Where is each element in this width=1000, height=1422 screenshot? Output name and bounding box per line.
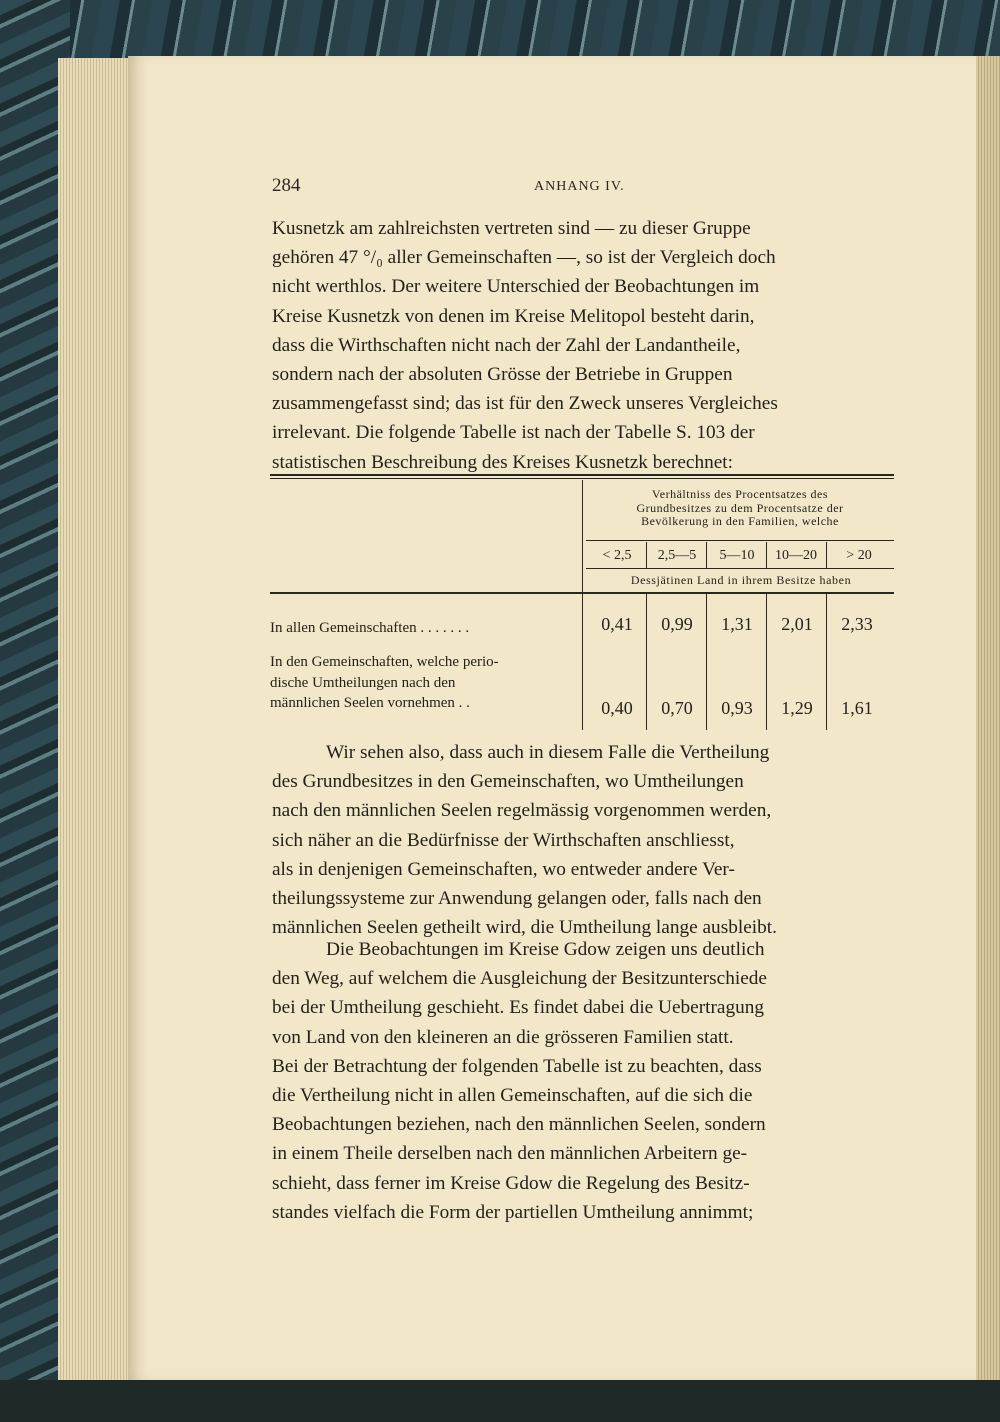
page-header	[272, 175, 884, 201]
text-line: Wir sehen also, dass auch in diesem Falle die Vertheilung	[326, 742, 770, 763]
column-divider	[706, 542, 707, 568]
unit-line: Dessjätinen Land in ihrem Besitze haben	[630, 573, 852, 587]
row-label-line: männlichen Seelen vornehmen . .	[270, 695, 470, 711]
row-label	[270, 652, 576, 714]
table-top-rule	[270, 474, 894, 476]
bottom-edge	[0, 1380, 1000, 1422]
column-header: 10—20	[775, 548, 817, 563]
text-line: bei der Umtheilung geschieht. Es findet dabei die Uebertragung	[272, 997, 765, 1019]
text-line: Kusnetzk am zahlreichsten vertreten sind — zu dieser Gruppe	[272, 218, 751, 239]
text-line: männlichen Seelen getheilt wird, die Umtheilung lange ausbleibt.	[272, 917, 777, 939]
text-line: schieht, dass ferner im Kreise Gdow die Regelung des Besitz-	[272, 1172, 750, 1194]
table-header-line: Grundbesitzes zu dem Procentsatze der	[636, 500, 844, 515]
header-rule	[586, 540, 894, 541]
text-line: Beobachtungen beziehen, nach den männlichen Seelen, sondern	[272, 1114, 766, 1136]
statistics-table	[270, 474, 894, 730]
table-divider	[582, 480, 583, 610]
table-cell: 0,40	[601, 698, 633, 718]
table-cell: 0,99	[661, 614, 693, 634]
column-header: > 20	[846, 548, 872, 563]
column-divider	[646, 542, 647, 568]
column-divider	[826, 594, 827, 730]
text-line: standes vielfach die Form der partiellen Umtheilung annimmt;	[272, 1201, 754, 1223]
column-divider	[826, 542, 827, 568]
text-line: dass die Wirthschaften nicht nach der Zahl der Landantheile,	[272, 334, 741, 356]
column-header: 5—10	[719, 548, 755, 563]
table-cell: 0,93	[721, 698, 753, 718]
column-divider	[706, 594, 707, 730]
column-header: 2,5—5	[657, 548, 697, 563]
text-line: des Grundbesitzes in den Gemeinschaften, wo Umtheilungen	[272, 771, 744, 793]
text-line: sich näher an die Bedürfnisse der Wirthschaften anschliesst,	[272, 829, 735, 851]
text-line: von Land von den kleineren an die grösseren Familien statt.	[272, 1026, 734, 1048]
page-number: 284	[272, 175, 301, 196]
text-line: nicht werthlos. Der weitere Unterschied der Beobachtungen im	[272, 276, 760, 298]
table-header-line: Verhältniss des Procentsatzes des	[651, 487, 829, 501]
text-line: gehören 47 °/₀ aller Gemeinschaften —, so ist der Vergleich doch	[272, 247, 776, 269]
table-cell: 1,61	[841, 698, 873, 718]
text-line: statistischen Beschreibung des Kreises Kusnetzk berechnet:	[272, 451, 734, 473]
table-cell: 2,01	[781, 614, 813, 634]
column-header: < 2,5	[602, 548, 632, 563]
text-line: irrelevant. Die folgende Tabelle ist nach der Tabelle S. 103 der	[272, 422, 755, 444]
text-line: Kreise Kusnetzk von denen im Kreise Melitopol besteht darin,	[272, 305, 755, 327]
text-line: theilungssysteme zur Anwendung gelangen oder, falls nach den	[272, 888, 762, 910]
label-divider	[582, 610, 583, 730]
table-cell: 2,33	[841, 614, 873, 634]
row-label-line: dische Umtheilungen nach den	[270, 674, 456, 691]
row-label: In allen Gemeinschaften . . . . . . .	[270, 620, 470, 636]
column-divider	[766, 594, 767, 730]
paragraph-2	[272, 738, 884, 942]
text-line: sondern nach der absoluten Grösse der Betriebe in Gruppen	[272, 364, 733, 386]
table-mid-rule	[270, 592, 894, 594]
text-line: nach den männlichen Seelen regelmässig vorgenommen werden,	[272, 800, 772, 822]
text-line: den Weg, auf welchem die Ausgleichung der Besitzunterschiede	[272, 968, 767, 990]
text-line: Die Beobachtungen im Kreise Gdow zeigen uns deutlich	[326, 939, 765, 960]
table-top-rule-thin	[270, 478, 894, 479]
page-edges-right	[976, 56, 1000, 1380]
text-line: als in denjenigen Gemeinschaften, wo entweder andere Ver-	[272, 858, 735, 880]
text-line: die Vertheilung nicht in allen Gemeinschaften, auf die sich die	[272, 1085, 753, 1107]
text-line: zusammengefasst sind; das ist für den Zweck unseres Vergleiches	[272, 393, 778, 415]
column-header-rule	[586, 568, 894, 569]
table-header-line: Bevölkerung in den Familien, welche	[641, 514, 839, 528]
table-cell: 1,29	[781, 698, 813, 718]
paragraph-3	[272, 935, 884, 1227]
page-edges-left	[58, 58, 138, 1380]
text-line: in einem Theile derselben nach den männlichen Arbeitern ge-	[272, 1143, 748, 1165]
paragraph-1	[272, 214, 884, 477]
column-divider	[646, 594, 647, 730]
book-cover-top	[0, 0, 1000, 62]
table-header	[586, 488, 894, 529]
table-cell: 0,70	[661, 698, 693, 718]
row-label-line: In den Gemeinschaften, welche perio-	[270, 654, 499, 670]
table-cell: 1,31	[721, 614, 753, 634]
table-cell: 0,41	[601, 614, 633, 634]
running-head: ANHANG IV.	[534, 179, 625, 194]
text-line: Bei der Betrachtung der folgenden Tabelle ist zu beachten, dass	[272, 1055, 762, 1077]
